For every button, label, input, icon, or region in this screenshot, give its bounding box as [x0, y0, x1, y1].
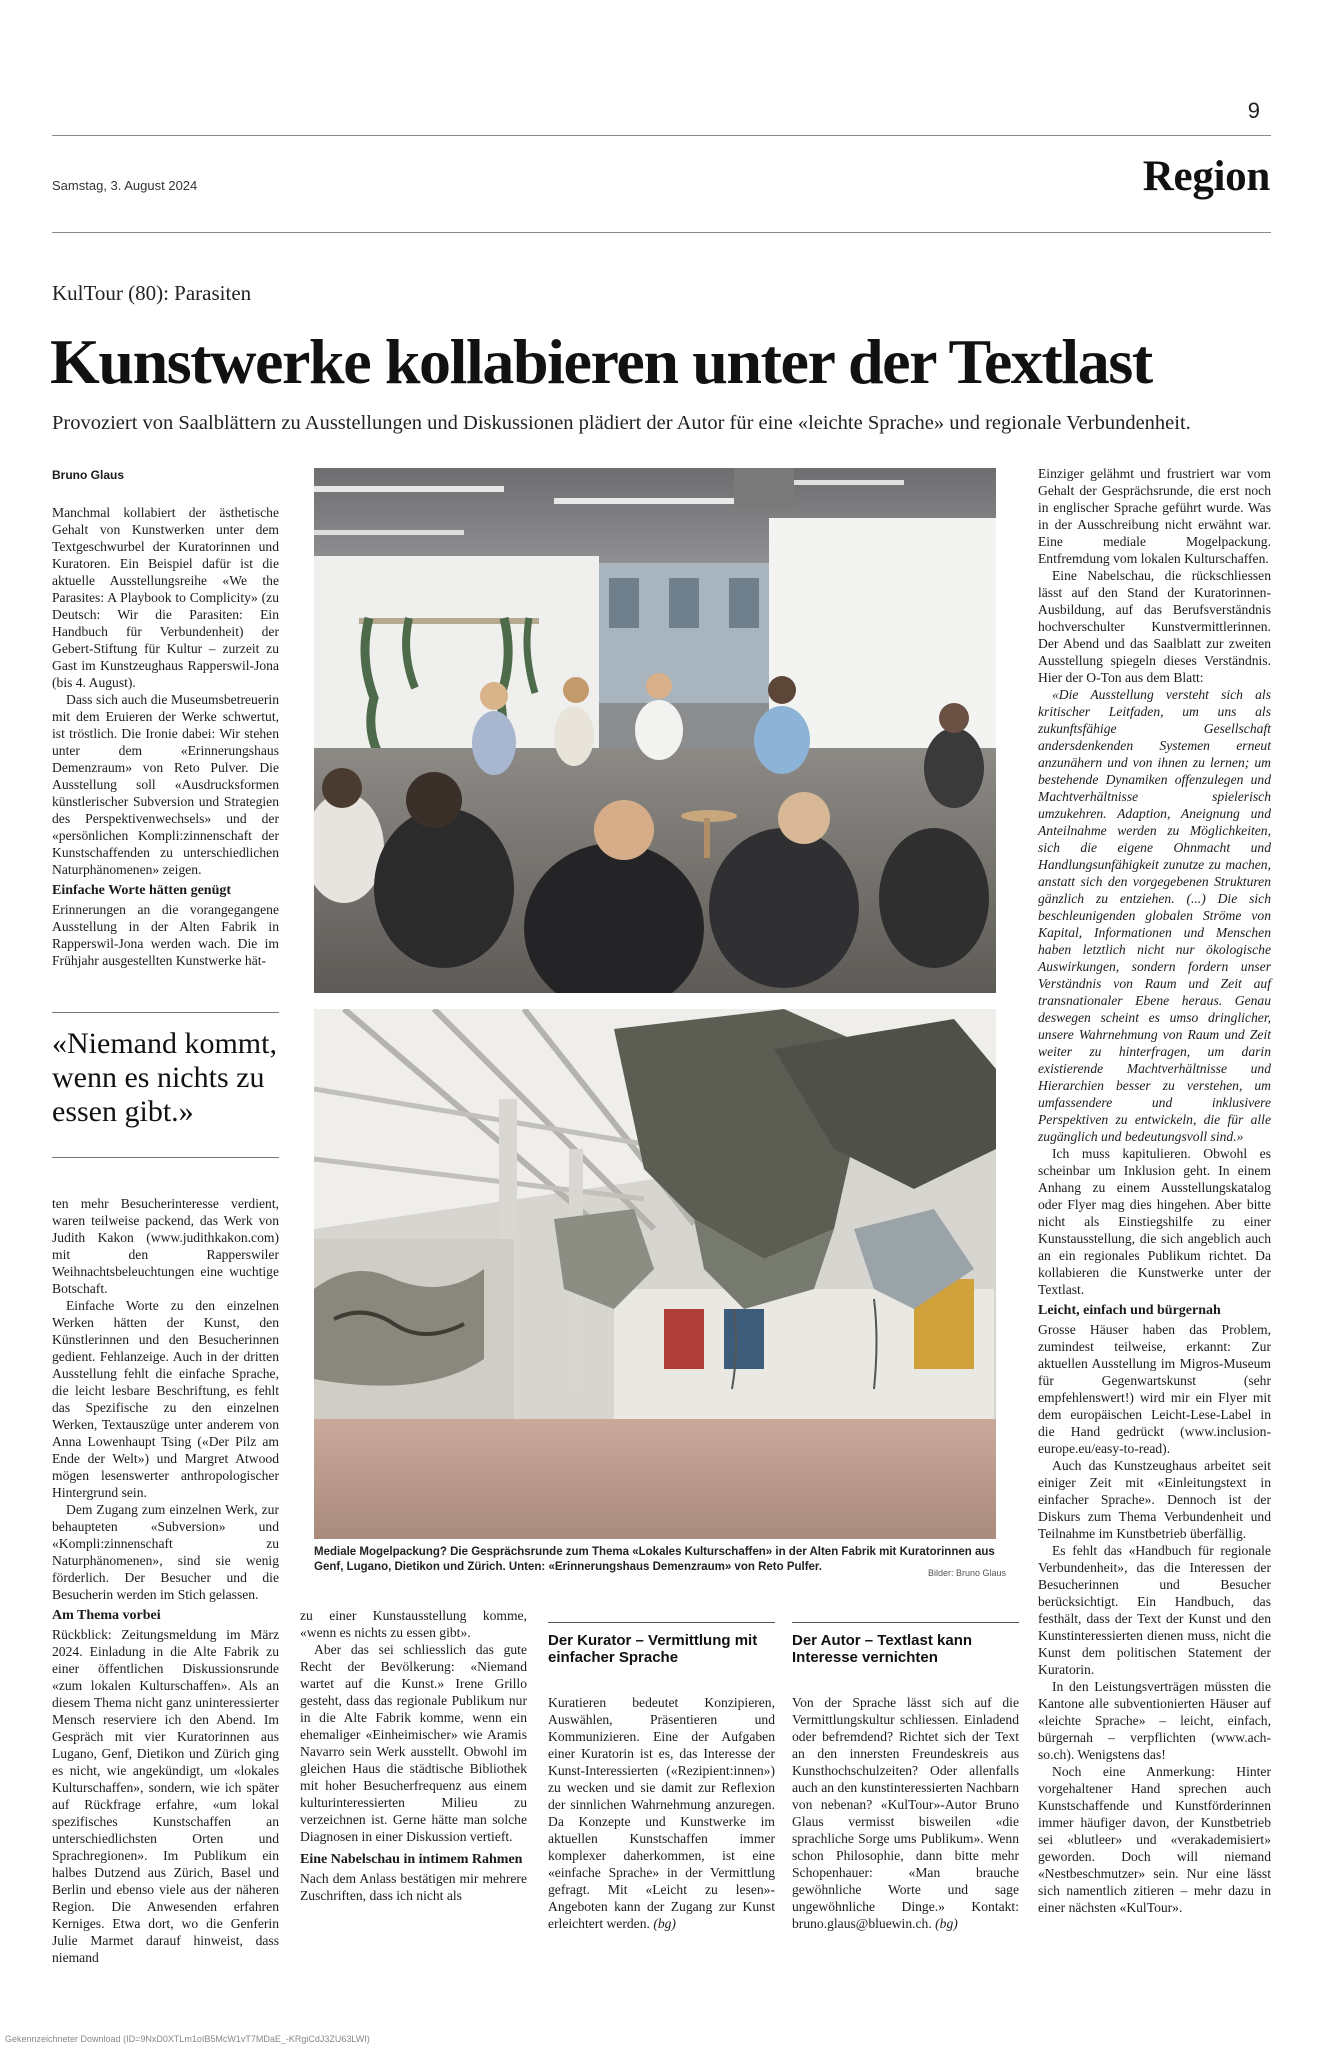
- issue-date: Samstag, 3. August 2024: [52, 178, 198, 193]
- paragraph: [792, 1694, 1019, 1932]
- signature: (bg): [935, 1916, 958, 1931]
- subheading: Eine Nabelschau in intimem Rahmen: [300, 1852, 523, 1867]
- paragraph: Eine Nabelschau, die rückschliessen lässt auf den Stand der Kuratorinnen-Ausbildung, auf das Berufsverständnis hochverschulter Kunstvermittlerinnen. Der Abend und das Saalblatt zur zweiten Ausstellung spiegeln dieses Verständnis. Hier der O-Ton aus dem Blatt:: [1038, 568, 1271, 685]
- photo-installation-graphic: [314, 1009, 996, 1539]
- pull-quote-text: «Niemand kommt, wenn es nichts zu essen gibt.»: [52, 1027, 277, 1128]
- column-4: [1038, 465, 1271, 1916]
- photo-credit: Bilder: Bruno Glaus: [928, 1568, 1007, 1578]
- paragraph: Rückblick: Zeitungsmeldung im März 2024. Einladung in die Alte Fabrik zu einer öffentlichen Diskussionsrunde «zum lokalen Kulturschaffen». Als an diesem Thema nicht ganz uninteressierter Mensch reserviere ich den Abend. Im Gespräch mit vier Kuratorinnen aus Lugano, Genf, Dietikon und Zürich ging es nicht, wie angekündigt, um «lokales Kulturschaffen», sondern, wie ich später auf Rückfrage erfahre, «um lokal spezifisches Kunstschaffen an unterschiedlichsten Orten und Sprachregionen». Im Publikum ein halbes Dutzend aus Zürich, Basel und Berlin und ebenso viele aus der näheren Region. Die Anwesenden erfahren Kerniges. Etwa dort, wo die Genferin Julie Marmet darauf hinweist, dass niemand: [52, 1627, 279, 1965]
- article-lead: Provoziert von Saalblättern zu Ausstellungen und Diskussionen plädiert der Autor für eine «leichte Sprache» und regionale Verbundenheit.: [52, 412, 1191, 434]
- signature: (bg): [653, 1916, 676, 1931]
- box-autor-title: Der Autor – Textlast kann Interesse vernichten: [792, 1632, 973, 1666]
- page-number: 9: [1247, 98, 1260, 123]
- paragraph: Aber das sei schliesslich das gute Recht der Bevölkerung: «Niemand wartet auf die Kunst.» Irene Grillo gesteht, dass das regionale Publikum nur in die Alte Fabrik komme, wenn ein ehemaliger «Einheimischer» wie Aramis Navarro sein Werk ausstellt. Obwohl im gleichen Haus die städtische Bibliothek mit hoher Besucherfrequenz aus einem kulturinteressierten Milieu zu verzeichnen ist. Gerne hätte man solche Diagnosen in einer Diskussion vertieft.: [300, 1642, 527, 1844]
- box-autor-text: Von der Sprache lässt sich auf die Vermittlungskultur schliessen. Einladend oder befremdend? Richtet sich der Text an den innersten Freundeskreis aus Kunsthochschulzeiten? Oder allenfalls auch an den kunstinteressierten Nachbarn von nebenan? «KulTour»-Autor Bruno Glaus vermisst bisweilen «die sprachliche Sorge ums Publikum». Wenn schon Philosophie, dann bitte mehr Schopenhauer: «Man brauche gewöhnliche Worte und sage ungewöhnliche Dinge.» Kontakt: bruno.glaus@bluewin.ch.: [792, 1695, 1019, 1931]
- top-rule: [52, 135, 1271, 136]
- masthead-rule: [52, 232, 1271, 233]
- paragraph: Ich muss kapitulieren. Obwohl es scheinbar um Inklusion geht. In einem Anhang zu einem Ausstellungskatalog oder Flyer mag dies hingehen. Aber bitte nicht als Einstiegshilfe zu einer Kunstausstellung, die sich angeblich auch an ein regionales Publikum richtet. Da kollabieren die Kunstwerke unter der Textlast.: [1038, 1146, 1271, 1297]
- paragraph: Es fehlt das «Handbuch für regionale Verbundenheit», das die Interessen der Besucherinnen und Besucher berücksichtigt. Ein Handbuch, das festhält, dass der Text der Kunst und den Kunstinteressierten dienen muss, nicht die Kunst dem politischen Statement der Kuratorin.: [1038, 1543, 1271, 1677]
- column-1-top: [52, 467, 279, 969]
- box-kurator-title: Der Kurator – Vermittlung mit einfacher Sprache: [548, 1632, 758, 1666]
- paragraph: Nach dem Anlass bestätigen mir mehrere Zuschriften, dass ich nicht als: [300, 1871, 527, 1903]
- photo-discussion-graphic: [314, 468, 996, 993]
- paragraph: In den Leistungsverträgen müssten die Kantone alle subventionierten Häuser auf «leichte Sprache» – leicht, einfach, bürgernah – verpflichten (www.ach-so.ch). Wenigstens das!: [1038, 1679, 1271, 1762]
- subheading: Einfache Worte hätten genügt: [52, 883, 232, 898]
- column-2: [300, 1607, 527, 1904]
- paragraph: Einziger gelähmt und frustriert war vom Gehalt der Gesprächsrunde, die erst noch in englischer Sprache geführt wurde. Was in der Ausschreibung nicht erwähnt war. Eine mediale Mogelpackung. Entfremdung vom lokalen Kulturschaffen.: [1038, 466, 1271, 566]
- quoted-text: «Die Ausstellung versteht sich als kritischer Leitfaden, um uns als zukunftsfähige Gesellschaft andersdenkenden Systemen erneut anzunähern und von ihnen zu lernen; um bestehende Dynamiken offenzulegen und Machtverhältnisse spielerisch umzukehren. Adaption, Aneignung und Anteilnahme werden zu Möglichkeiten, sich die eigene Ohnmacht und Handlungsunfähigkeit zunutze zu machen, anstatt sich den vorgegebenen Strukturen gänzlich zu entziehen. (...) Die sich beschleunigenden globalen Ströme von Kapital, Informationen und Menschen haben letztlich nicht nur ökologische Auswirkungen, sondern fordern unser Verständnis von Raum und Zeit auf transnationaler Ebene heraus. Genau deswegen scheint es umso dringlicher, unsere Wahrnehmung von Raum und Zeit weiter zu hinterfragen, um darin existierende Machtverhältnisse und Hierarchien besser zu verstehen, um umfassendere und inklusivere Perspektiven zu entwickeln, die für alle zugänglich und bedeutungsvoll sind.»: [1038, 687, 1271, 1144]
- article-kicker: KulTour (80): Parasiten: [52, 281, 252, 305]
- photo-caption: Mediale Mogelpackung? Die Gesprächsrunde zum Thema «Lokales Kulturschaffen» in der Alten Fabrik mit Kuratorinnen aus Genf, Lugano, Dietikon und Zürich. Unten: «Erinnerungshaus Demenzraum» von Reto Pulfer.: [314, 1546, 995, 1573]
- paragraph: Erinnerungen an die vorangegangene Ausstellung in der Alten Fabrik in Rapperswil-Jona werden wach. Die im Frühjahr ausgestellten Kunstwerke hät-: [52, 902, 279, 968]
- pull-quote: [52, 1012, 279, 1158]
- article-headline: Kunstwerke kollabieren unter der Textlast: [50, 326, 1152, 397]
- photo-installation: [314, 1009, 996, 1539]
- box-kurator: [548, 1694, 775, 1932]
- paragraph: Noch eine Anmerkung: Hinter vorgehaltener Hand sprechen auch Kunstschaffende und Kunstförderinnen immer häufiger davon, der Kunstbetrieb sei «blutleer» und «verakademisiert» geworden. Doch will niemand «Nestbeschmutzer» sein. Nur eine lässt sich namentlich zitieren – mehr dazu in einer nächsten «KulTour».: [1038, 1764, 1271, 1915]
- box-autor-rule: [792, 1622, 1019, 1623]
- subheading: Leicht, einfach und bürgernah: [1038, 1303, 1221, 1318]
- paragraph: zu einer Kunstausstellung komme, «wenn es nichts zu essen gibt».: [300, 1608, 527, 1640]
- photo-discussion-round: [314, 468, 996, 993]
- box-kurator-text: Kuratieren bedeutet Konzipieren, Auswählen, Präsentieren und Kommunizieren. Eine der Aufgaben einer Kuratorin ist es, das Interesse der Kunst-Interessierten («Rezipient:innen») zu wecken und sie damit zur Reflexion der sinnlichen Wahrnehmung anzuregen. Da Konzepte und Kunstwerke im aktuellen Kunstschaffen immer komplexer daherkommen, ist eine «einfache Sprache» in der Vermittlung gefragt. Mit «Leicht zu lesen»-Angeboten kann der Zugang zur Kunst erleichtert werden.: [548, 1695, 775, 1931]
- download-watermark: Gekennzeichneter Download (ID=9NxD0XTLm1oIB5McW1vT7MDaE_-KRgiCdJ3ZU63LWI): [5, 2034, 370, 2044]
- box-kurator-rule: [548, 1622, 775, 1623]
- paragraph: [548, 1694, 775, 1932]
- paragraph: Dass sich auch die Museumsbetreuerin mit dem Eruieren der Werke schwertut, ist tröstlich. Die Ironie dabei: Wir stehen unter dem «Erinnerungshaus Demenzraum» von Reto Pulver. Die Ausstellung soll «Ausdrucksformen künstlerischer Subversion und Strategien des Perspektivenwechsels» und der «persönlichen Kompli:zinnenschaft der Kunstschaffenden zu unterschiedlichen Naturphänomenen» zeigen.: [52, 692, 279, 877]
- section-title: Region: [1142, 153, 1270, 200]
- box-autor: [792, 1694, 1019, 1932]
- author-byline: Bruno Glaus: [52, 468, 125, 482]
- column-1-bottom: [52, 1195, 279, 1966]
- subheading: Am Thema vorbei: [52, 1608, 161, 1623]
- paragraph: Grosse Häuser haben das Problem, zumindest teilweise, erkannt: Zur aktuellen Ausstellung im Migros-Museum für Gegenwartskunst (sehr empfehlenswert!) wird mir ein Flyer mit dem europäischen Leicht-Lese-Label in die Hand gedrückt (www.inclusion-europe.eu/easy-to-read).: [1038, 1322, 1271, 1456]
- paragraph: ten mehr Besucherinteresse verdient, waren teilweise packend, das Werk von Judith Kakon (www.judithkakon.com) mit den Rapperswiler Weihnachtsbeleuchtungen eine wuchtige Botschaft.: [52, 1196, 279, 1296]
- paragraph: Auch das Kunstzeughaus arbeitet seit einiger Zeit mit «Einleitungstext in einfacher Sprache». Dennoch ist der Diskurs zum Thema Verbundenheit und Teilnahme im Kunstbetrieb überfällig.: [1038, 1458, 1271, 1541]
- paragraph: Manchmal kollabiert der ästhetische Gehalt von Kunstwerken unter dem Textgeschwurbel der Kuratorinnen und Kuratoren. Ein Beispiel dafür ist die aktuelle Ausstellungsreihe «We the Parasites: A Playbook to Complicity» (zu Deutsch: Wir die Parasiten: Ein Handbuch für Verbundenheit) der Gebert-Stiftung für Kultur – zurzeit zu Gast im Kunstzeughaus Rapperswil-Jona (bis 4. August).: [52, 505, 279, 690]
- blockquote: [1038, 686, 1271, 1145]
- paragraph: Dem Zugang zum einzelnen Werk, zur behaupteten «Subversion» und «Kompli:zinnenschaft zu Naturphänomenen», sind sie wenig förderlich. Der Besucher und die Besucherin werden im Stich gelassen.: [52, 1502, 279, 1602]
- paragraph: Einfache Worte zu den einzelnen Werken hätten der Kunst, den Künstlerinnen und den Besucherinnen gedient. Fehlanzeige. Auch in der dritten Ausstellung fehlt die einfache Sprache, die leicht lesbare Beschriftung, es fehlt das Spezifische zu den einzelnen Werken, Textauszüge unter anderem von Anna Lowenhaupt Tsing («Der Pilz am Ende der Welt») und Margret Atwood mögen lesenswerter anthropologischer Hintergrund sein.: [52, 1298, 279, 1500]
